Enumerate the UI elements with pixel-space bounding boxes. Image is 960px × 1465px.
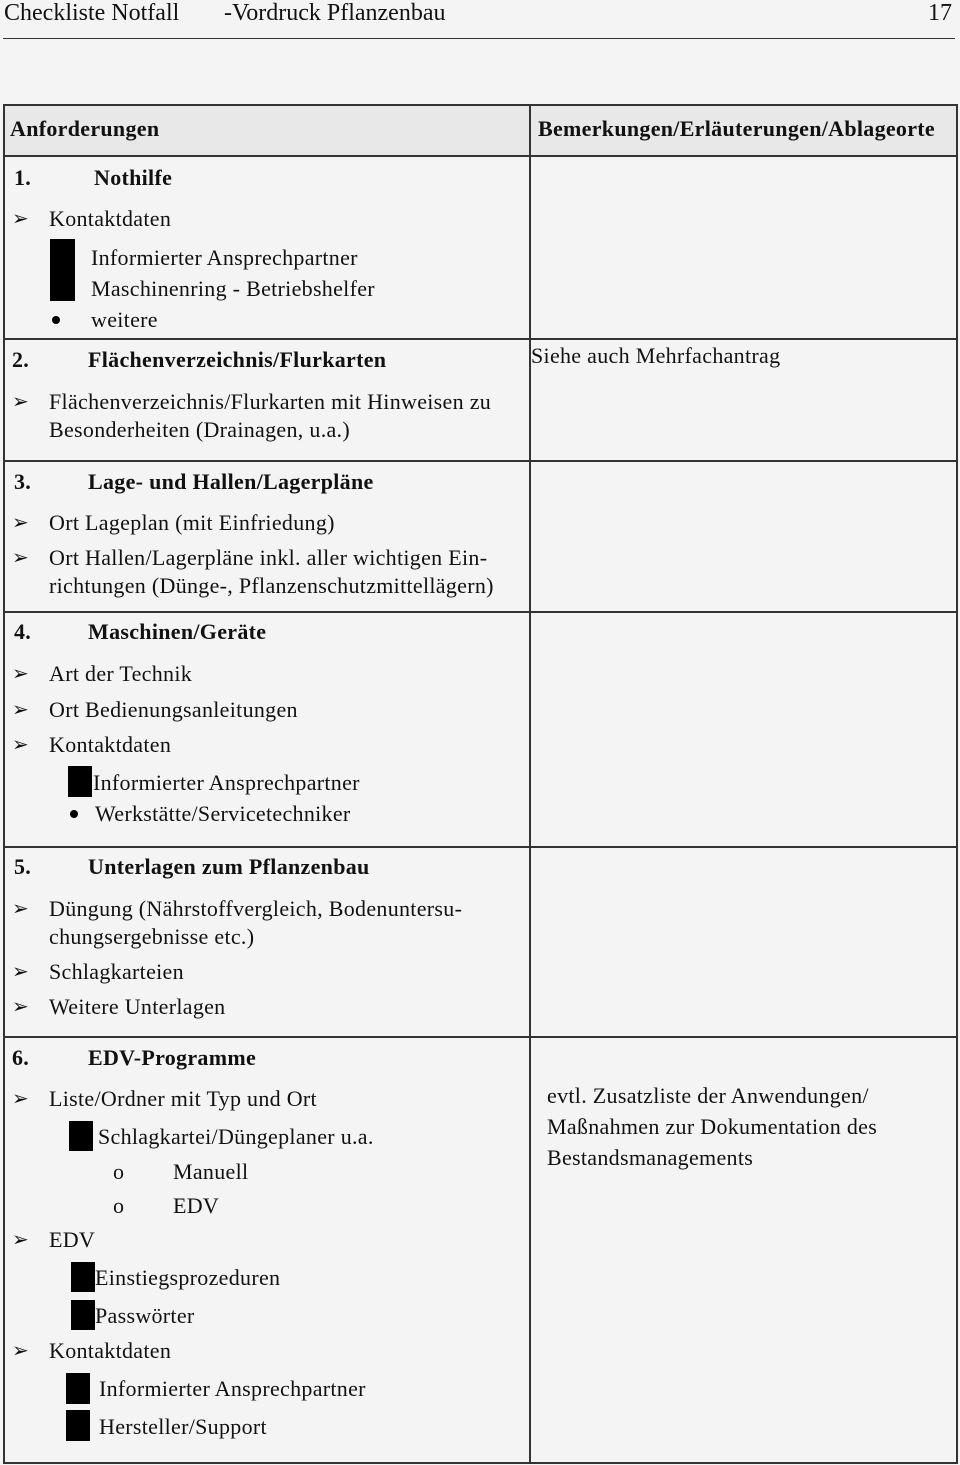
list-item: Informierter Ansprechpartner [99,1376,366,1401]
section-title: Flächenverzeichnis/Flurkarten [88,347,387,372]
section-title: Unterlagen zum Pflanzenbau [88,854,370,879]
arrow-bullet-icon: ➢ [12,898,29,920]
section-title: EDV-Programme [88,1045,257,1070]
arrow-bullet-icon: ➢ [12,996,29,1018]
square-bullet-icon [50,239,75,301]
section-title: Nothilfe [94,165,173,190]
row-divider [3,611,958,613]
square-bullet-icon [66,1373,90,1404]
remark-text: Bestandsmanagements [547,1145,754,1170]
arrow-bullet-icon: ➢ [12,1340,29,1362]
section-number: 5. [14,854,32,879]
column-divider [956,104,958,1464]
round-bullet-icon [52,316,60,324]
list-item: Ort Lageplan (mit Einfriedung) [49,510,335,535]
row-divider [3,104,958,106]
arrow-bullet-icon: ➢ [12,208,29,230]
document-title: Checkliste Notfall [4,0,180,26]
list-item: richtungen (Dünge-, Pflanzenschutzmittellägern) [49,573,494,598]
arrow-bullet-icon: ➢ [12,663,29,685]
arrow-bullet-icon: ➢ [12,961,29,983]
arrow-bullet-icon: ➢ [12,391,29,413]
section-number: 1. [14,165,32,190]
list-item: Liste/Ordner mit Typ und Ort [49,1086,317,1111]
list-item: Informierter Ansprechpartner [93,770,360,795]
list-item: weitere [91,307,158,332]
arrow-bullet-icon: ➢ [12,1229,29,1251]
list-item: Schlagkarteien [49,959,184,984]
square-bullet-icon [68,766,92,797]
square-bullet-icon [66,1410,90,1441]
column-divider [529,104,531,1464]
section-title: Maschinen/Geräte [88,619,267,644]
arrow-bullet-icon: ➢ [12,734,29,756]
list-item: Hersteller/Support [99,1414,267,1439]
list-item: Maschinenring - Betriebshelfer [91,276,375,301]
list-item: Manuell [173,1159,249,1184]
list-item: Ort Bedienungsanleitungen [49,697,298,722]
section-title: Lage- und Hallen/Lagerpläne [88,469,374,494]
row-divider [3,460,958,462]
round-bullet-icon [70,810,78,818]
list-item: Einstiegsprozeduren [95,1265,281,1290]
arrow-bullet-icon: ➢ [12,1088,29,1110]
list-item: EDV [49,1227,96,1252]
square-bullet-icon [71,1300,95,1330]
arrow-bullet-icon: ➢ [12,512,29,534]
row-divider [3,155,958,157]
section-number: 3. [14,469,32,494]
column-divider [3,104,5,1464]
list-item: Kontaktdaten [49,206,172,231]
row-divider [3,846,958,848]
list-item: Passwörter [95,1303,195,1328]
document-subtitle: -Vordruck Pflanzenbau [224,0,446,26]
arrow-bullet-icon: ➢ [12,547,29,569]
row-divider [3,1036,958,1038]
row-divider [3,338,958,340]
column-header-requirements: Anforderungen [10,116,160,141]
list-item: Kontaktdaten [49,1338,172,1363]
remark-text: evtl. Zusatzliste der Anwendungen/ [547,1083,869,1108]
list-item: Besonderheiten (Drainagen, u.a.) [49,417,350,442]
list-item: chungsergebnisse etc.) [49,924,255,949]
row-divider [3,1462,958,1464]
list-item: Werkstätte/Servicetechniker [95,801,351,826]
remark-text: Siehe auch Mehrfachantrag [531,343,781,368]
list-item: Informierter Ansprechpartner [91,245,358,270]
square-bullet-icon [69,1121,93,1151]
list-item: Schlagkartei/Düngeplaner u.a. [98,1124,374,1149]
list-item: Flächenverzeichnis/Flurkarten mit Hinweisen zu [49,389,492,414]
circle-bullet-icon: o [113,1159,125,1184]
list-item: Düngung (Nährstoffvergleich, Bodenuntersu- [49,896,463,921]
section-number: 6. [12,1045,30,1070]
section-number: 4. [14,619,32,644]
circle-bullet-icon: o [113,1193,125,1218]
remark-text: Maßnahmen zur Dokumentation des [547,1114,878,1139]
arrow-bullet-icon: ➢ [12,699,29,721]
header-rule [3,38,955,39]
page-number: 17 [928,0,952,26]
list-item: Weitere Unterlagen [49,994,226,1019]
list-item: EDV [173,1193,220,1218]
list-item: Kontaktdaten [49,732,172,757]
list-item: Art der Technik [49,661,193,686]
square-bullet-icon [71,1262,95,1292]
column-header-remarks: Bemerkungen/Erläuterungen/Ablageorte [538,116,935,141]
section-number: 2. [12,347,30,372]
list-item: Ort Hallen/Lagerpläne inkl. aller wichtigen Ein- [49,545,488,570]
